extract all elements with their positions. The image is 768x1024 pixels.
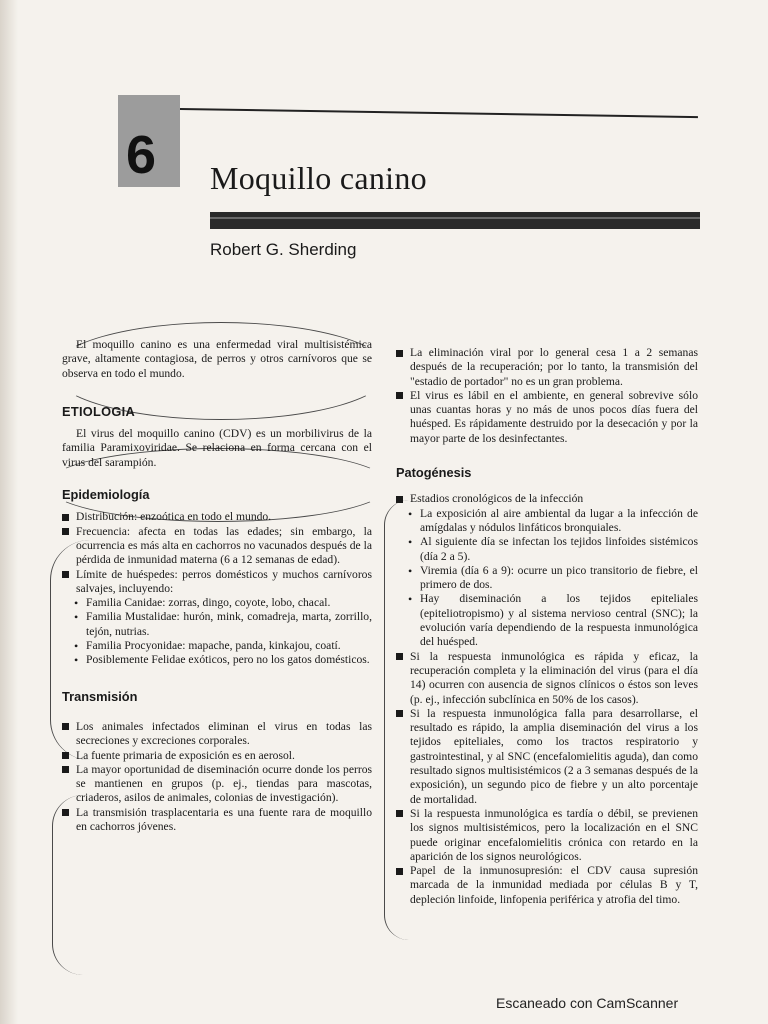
chapter-author: Robert G. Sherding	[210, 240, 357, 259]
list-item: Frecuencia: afecta en todas las edades; sin embargo, la ocurrencia es más alta en cachorros no vacunados después de la pérdida de inmunidad materna (6 a 12 semanas de edad).	[62, 525, 372, 568]
list-item: La fuente primaria de exposición es en aerosol.	[62, 749, 372, 763]
list-item: Si la respuesta inmunológica es rápida y eficaz, la recuperación completa y la eliminación del virus (para el día 14) ocurren con ausencia de signos clínicos o éstos son leves (p. ej., infección subclínica en 50% de los casos).	[396, 650, 698, 707]
list-item: La mayor oportunidad de diseminación ocurre donde los perros se mantienen en grupos (p. ej., tiendas para mascotas, criaderos, asilos de animales, colonias de investigación).	[62, 763, 372, 806]
intro-paragraph: El moquillo canino es una enfermedad viral multisistémica grave, altamente contagiosa, de perros y otros carnívoros que se observa en todo el mundo.	[62, 338, 372, 380]
patogenesis-heading: Patogénesis	[396, 465, 472, 481]
list-item: Si la respuesta inmunológica falla para desarrollarse, el resultado es rápido, la amplia diseminación del virus a los tejidos epiteliales, como los tractos respiratorio y gastrointestinal, y al SNC (encefalomielitis aguda), dan como resultado signos multisistémicos (2 a 3 semanas después de la exposición), un segundo pico de fiebre y un alto porcentaje de mortalidad.	[396, 707, 698, 807]
chapter-number: 6	[126, 125, 157, 185]
list-item: La eliminación viral por lo general cesa 1 a 2 semanas después de la recuperación; por lo tanto, la transmisión del "estadio de portador" no es un gran problema.	[396, 346, 698, 389]
list-item: Papel de la inmunosupresión: el CDV causa supresión marcada de la inmunidad mediada por células B y T, depleción linfoide, linfopenia periférica y atrofia del timo.	[396, 864, 698, 907]
patogenesis-first-list	[396, 492, 698, 506]
list-item: • Hay diseminación a los tejidos epiteliales (epiteliotropismo) y al sistema nervioso central (SNC); la evolución varía dependiendo de la respuesta inmunológica del huésped.	[396, 592, 698, 649]
list-item: • Familia Procyonidae: mapache, panda, kinkajou, coatí.	[62, 639, 372, 653]
list-item: • Posiblemente Felidae exóticos, pero no los gatos domésticos.	[62, 653, 372, 667]
transmision-list	[62, 720, 372, 834]
page-edge-shadow	[0, 0, 18, 1024]
epidemiologia-heading: Epidemiología	[62, 487, 150, 503]
list-item: La transmisión trasplacentaria es una fuente rara de moquillo en cachorros jóvenes.	[62, 806, 372, 835]
etiologia-heading: ETIOLOGIA	[62, 403, 136, 419]
list-item: Los animales infectados eliminan el virus en todas las secreciones y excreciones corporales.	[62, 720, 372, 749]
list-item	[62, 568, 372, 597]
list-item: • Familia Mustalidae: hurón, mink, comadreja, marta, zorrillo, tejón, nutrias.	[62, 610, 372, 639]
transmision-heading: Transmisión	[62, 688, 138, 704]
chapter-title: Moquillo canino	[210, 160, 427, 196]
scanner-watermark: Escaneado con CamScanner	[496, 995, 679, 1011]
left-column	[62, 338, 372, 834]
transmision-continued-list	[396, 346, 698, 446]
huespedes-sublist	[62, 596, 372, 667]
list-item: • Familia Canidae: zorras, dingo, coyote, lobo, chacal.	[62, 596, 372, 610]
patogenesis-list	[396, 650, 698, 907]
list-item: El virus es lábil en el ambiente, en general sobrevive sólo unas cuantas horas y no más de unos pocos días fuera del huésped. Es rápidamente destruido por la desecación y por la mayor parte de los desinfectantes.	[396, 389, 698, 446]
estadios-sublist	[396, 507, 698, 650]
list-item: • Al siguiente día se infectan los tejidos linfoides sistémicos (día 2 a 5).	[396, 535, 698, 564]
title-bar	[210, 212, 700, 229]
epidemiologia-list	[62, 510, 372, 596]
list-item: • La exposición al aire ambiental da lugar a la infección de amígdalas y nódulos linfáticos bronquiales.	[396, 507, 698, 536]
right-column	[396, 346, 698, 907]
header-rule	[180, 108, 698, 118]
list-item: Distribución: enzoótica en todo el mundo.	[62, 510, 372, 524]
list-item: Estadios cronológicos de la infección	[396, 492, 698, 506]
etiologia-paragraph: El virus del moquillo canino (CDV) es un morbilivirus de la familia Paramixoviridae. Se relaciona en forma cercana con el virus del sarampión.	[62, 427, 372, 469]
list-item-text: Límite de huéspedes: perros domésticos y muchos carnívoros salvajes, incluyendo:	[76, 567, 372, 595]
list-item: • Viremia (día 6 a 9): ocurre un pico transitorio de fiebre, el primero de dos.	[396, 564, 698, 593]
list-item: Si la respuesta inmunológica es tardía o débil, se previenen los signos multisistémicos, pero la localización en el SNC puede originar encefalomielitis crónica con retardo en la aparición de los signos neurológicos.	[396, 807, 698, 864]
